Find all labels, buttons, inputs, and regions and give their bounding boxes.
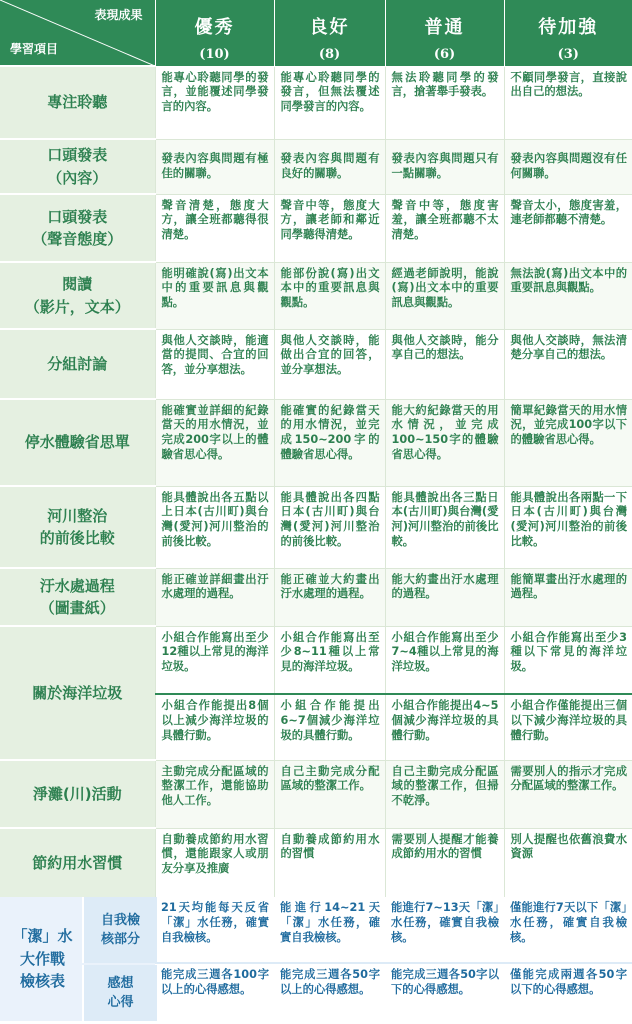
rubric-row-sewage [0, 568, 632, 626]
criterion-text: 關於海洋垃圾 [32, 683, 123, 702]
header-corner [0, 0, 155, 66]
rubric-cell: 發表內容與問題有極佳的關聯。 [155, 139, 274, 194]
criterion-text: 閱讀 [62, 275, 93, 293]
rubric-cell: 需要別人提醒才能養成節約用水的習慣 [385, 828, 504, 897]
rubric-row-discussion [0, 329, 632, 399]
level-header-excellent [155, 0, 274, 66]
rubric-cell: 發表內容與問題沒有任何關聯。 [504, 139, 632, 194]
level-name: 普通 [424, 17, 465, 39]
checklist-text: 檢核表 [19, 972, 65, 991]
sub-label-text: 自我檢 [100, 912, 140, 928]
rubric-row-water-saving [0, 828, 632, 897]
rubric-cell: 小組合作能提出4~5個減少海洋垃圾的具體行動。 [385, 694, 504, 760]
rubric-cell: 主動完成分配區域的整潔工作，還能協助他人工作。 [155, 760, 274, 828]
rubric-cell: 自動養成節約用水的習慣 [274, 828, 385, 897]
rubric-cell: 聲音太小，態度害羞，連老師都聽不清楚。 [504, 194, 632, 262]
criterion-text: 口頭發表 [47, 207, 108, 226]
criterion-label [0, 194, 155, 262]
level-header-needs-improvement [504, 0, 632, 66]
rubric-cell: 能具體說出各兩點一下日本(古川町)與台灣(愛河)河川整治的前後比較。 [504, 486, 632, 568]
criterion-label [0, 486, 155, 568]
level-name: 良好 [309, 17, 350, 39]
rubric-cell: 能具體說出各四點日本(古川町)與台灣(愛河)河川整治的前後比較。 [274, 486, 385, 568]
rubric-cell: 自己主動完成分配區域的整潔工作，但掃不乾淨。 [385, 760, 504, 828]
criterion-text: 分組討論 [47, 354, 108, 373]
rubric-cell: 能完成三週各100字以上的心得感想。 [155, 963, 274, 1021]
sub-label-reflection [82, 965, 157, 1021]
rubric-cell: 21天均能每天反省「潔」水任務，確實自我檢核。 [155, 897, 274, 963]
criterion-text: 河川整治 [47, 506, 108, 525]
criterion-text: 口頭發表 [47, 146, 108, 164]
rubric-row-speech-voice [0, 194, 632, 262]
rubric-cell: 小組合作能寫出至少12種以上常見的海洋垃圾。 [155, 626, 274, 694]
checklist-text: 「潔」水 [12, 927, 73, 946]
checklist-label [0, 897, 155, 1021]
rubric-cell: 能大約紀錄當天的用水情況，並完成100~150字的體驗省思心得。 [385, 399, 504, 486]
rubric-cell: 小組合作能寫出至少8~11種以上常見的海洋垃圾。 [274, 626, 385, 694]
level-score: (3) [557, 47, 579, 63]
rubric-cell: 小組合作能寫出至少3種以下常見的海洋垃圾。 [504, 626, 632, 694]
header-row [0, 0, 632, 66]
corner-label-bottom: 學習項目 [10, 42, 59, 56]
rubric-row-river [0, 486, 632, 568]
level-score: (10) [199, 47, 230, 63]
level-header-average [385, 0, 504, 66]
criterion-label [0, 139, 155, 194]
rubric-cell: 經過老師說明，能說(寫)出文本中的重要訊息與觀點。 [385, 262, 504, 329]
rubric-cell: 能具體說出各五點以上日本(古川町)與台灣(愛河)河川整治的前後比較。 [155, 486, 274, 568]
rubric-cell: 不顧同學發言，直接說出自己的想法。 [504, 66, 632, 139]
criterion-subtext: （圖畫紙） [39, 599, 115, 617]
rubric-cell: 能部份說(寫)出文本中的重要訊息與觀點。 [274, 262, 385, 329]
rubric-cell: 自動養成節約用水習慣，還能跟家人或朋友分享及推廣 [155, 828, 274, 897]
rubric-cell: 能專心聆聽同學的發言，並能覆述同學發言的內容。 [155, 66, 274, 139]
rubric-cell: 能進行7~13天「潔」水任務，確實自我檢核。 [385, 897, 504, 963]
rubric-cell: 與他人交談時，無法清楚分享自己的想法。 [504, 329, 632, 399]
rubric-row-self-check [0, 897, 632, 963]
rubric-row-beach [0, 760, 632, 828]
rubric-cell: 能明確說(寫)出文本中的重要訊息與觀點。 [155, 262, 274, 329]
level-name: 優秀 [194, 17, 235, 39]
criterion-label [0, 568, 155, 626]
criterion-text: 專注聆聽 [47, 93, 108, 112]
rubric-row-reading [0, 262, 632, 329]
rubric-cell: 能大約畫出汙水處理的過程。 [385, 568, 504, 626]
sub-label-text: 核部分 [100, 932, 140, 947]
criterion-text: 淨灘(川)活動 [32, 784, 122, 803]
checklist-text: 大作戰 [19, 949, 65, 968]
rubric-cell: 僅能完成兩週各50字以下的心得感想。 [504, 963, 632, 1021]
rubric-row-water-stop [0, 399, 632, 486]
criterion-text: 停水體驗省思單 [24, 433, 130, 452]
rubric-cell: 能正確並詳細畫出汙水處理的過程。 [155, 568, 274, 626]
rubric-cell: 小組合作能提出8個以上減少海洋垃圾的具體行動。 [155, 694, 274, 760]
rubric-cell: 發表內容與問題只有一點關聯。 [385, 139, 504, 194]
criterion-subtext: 的前後比較 [39, 529, 115, 547]
rubric-cell: 能進行14~21天「潔」水任務，確實自我檢核。 [274, 897, 385, 963]
rubric-cell: 無法聆聽同學的發言，搶著舉手發表。 [385, 66, 504, 139]
rubric-cell: 能具體說出各三點日本(古川町)與台灣(愛河)河川整治的前後比較。 [385, 486, 504, 568]
level-header-good [274, 0, 385, 66]
rubric-cell: 小組合作僅能提出三個以下減少海洋垃圾的具體行動。 [504, 694, 632, 760]
rubric-cell: 發表內容與問題有良好的關聯。 [274, 139, 385, 194]
sub-label-self-check [82, 897, 157, 963]
corner-label-top: 表現成果 [94, 8, 143, 22]
sub-label-text: 心得 [107, 995, 134, 1010]
rubric-cell: 能專心聆聽同學的發言，但無法覆述同學發言的內容。 [274, 66, 385, 139]
rubric-cell: 小組合作能寫出至少7~4種以上常見的海洋垃圾。 [385, 626, 504, 694]
rubric-cell: 無法說(寫)出文本中的重要訊息與觀點。 [504, 262, 632, 329]
criterion-label [0, 66, 155, 139]
rubric-cell: 聲音中等，態度害羞，讓全班都聽不太清楚。 [385, 194, 504, 262]
rubric-cell: 能正確並大約畫出汙水處理的過程。 [274, 568, 385, 626]
criterion-text: 節約用水習慣 [32, 853, 123, 872]
criterion-subtext: （聲音態度） [32, 230, 123, 248]
rubric-cell: 與他人交談時，能做出合宜的回答，並分享想法。 [274, 329, 385, 399]
rubric-cell: 聲音中等，態度大方，讓老師和鄰近同學聽得清楚。 [274, 194, 385, 262]
rubric-cell: 聲音清楚，態度大方，讓全班都聽得很清楚。 [155, 194, 274, 262]
rubric-cell: 能確實並詳細的紀錄當天的用水情況，並完成200字以上的體驗省思心得。 [155, 399, 274, 486]
rubric-cell: 與他人交談時，能分享自己的想法。 [385, 329, 504, 399]
rubric-row-ocean-1 [0, 626, 632, 694]
criterion-label [0, 262, 155, 329]
rubric-row-speech-content [0, 139, 632, 194]
rubric-cell: 能簡單畫出汙水處理的過程。 [504, 568, 632, 626]
criterion-label [0, 399, 155, 486]
rubric-cell: 需要別人的指示才完成分配區域的整潔工作。 [504, 760, 632, 828]
criterion-text: 汙水處過程 [39, 576, 115, 595]
criterion-subtext: （影片，文本） [24, 297, 130, 316]
level-score: (6) [433, 47, 456, 63]
level-name: 待加強 [538, 17, 599, 39]
rubric-cell: 別人提醒也依舊浪費水資源 [504, 828, 632, 897]
criterion-label [0, 760, 155, 828]
rubric-cell: 能確實的紀錄當天的用水情況，並完成150~200字的體驗省思心得。 [274, 399, 385, 486]
rubric-cell: 簡單紀錄當天的用水情況，並完成100字以下的體驗省思心得。 [504, 399, 632, 486]
rubric-cell: 自己主動完成分配區域的整潔工作。 [274, 760, 385, 828]
sub-label-text: 感想 [107, 975, 134, 991]
criterion-label [0, 626, 155, 760]
rubric-cell: 小組合作能提出6~7個減少海洋垃圾的具體行動。 [274, 694, 385, 760]
rubric-cell: 僅能進行7天以下「潔」水任務，確實自我檢核。 [504, 897, 632, 963]
rubric-row-listening [0, 66, 632, 139]
rubric-cell: 與他人交談時，能適當的提問、合宜的回答，並分享想法。 [155, 329, 274, 399]
rubric-cell: 能完成三週各50字以下的心得感想。 [385, 963, 504, 1021]
rubric-cell: 能完成三週各50字以上的心得感想。 [274, 963, 385, 1021]
criterion-label [0, 828, 155, 897]
criterion-label [0, 329, 155, 399]
criterion-subtext: （內容） [47, 168, 108, 187]
level-score: (8) [318, 47, 341, 63]
